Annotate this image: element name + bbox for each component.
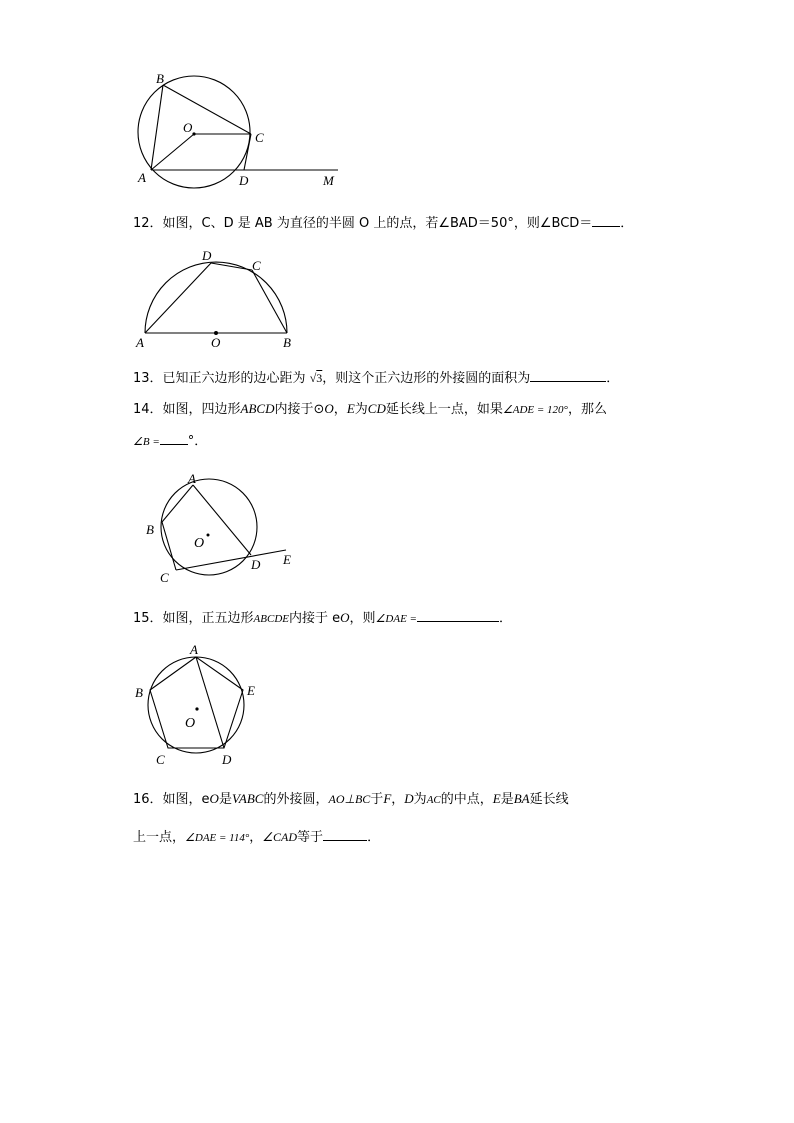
question-14-line2: ∠B = °． (133, 434, 208, 449)
label-d: D (222, 752, 232, 767)
label-o: O (211, 335, 221, 350)
label-o: O (183, 120, 193, 135)
q13-end: ． (606, 371, 620, 386)
label-a: A (136, 335, 144, 350)
label-e: E (283, 552, 291, 567)
circle-o (138, 76, 250, 188)
question-12 (133, 214, 633, 233)
seg-bc (162, 522, 176, 570)
angle-cad: ∠CAD (262, 830, 298, 844)
sqrt-3: √3 (309, 371, 323, 385)
label-a: A (188, 471, 196, 486)
answer-blank-16 (323, 828, 367, 841)
pentagon-abcde: ABCDE (253, 613, 289, 625)
label-b: B (146, 522, 154, 537)
arc-ac: AC (426, 794, 441, 806)
answer-blank-13 (530, 369, 606, 382)
label-c: C (252, 258, 261, 273)
label-d: D (202, 248, 212, 263)
point-d: D (404, 791, 414, 806)
seg-ad (196, 657, 224, 748)
circle-o: O (209, 791, 219, 806)
circle-o (161, 479, 257, 575)
circle-o (148, 657, 244, 753)
label-o: O (185, 716, 196, 731)
seg-cd (244, 134, 251, 170)
seg-ab (151, 85, 163, 170)
q12-text: 12．如图，C、D 是 AB 为直径的半圆 O 上的点，若∠BAD＝50°，则∠BCD＝ (133, 216, 593, 231)
ray-ba: BA (513, 791, 530, 806)
label-c: C (255, 130, 264, 145)
figure-q12 (130, 246, 310, 350)
question-16-line1: 16．如图，eO是VABC的外接圆，AO⊥BC于F，D为AC的中点，E是BA延长线 (133, 791, 569, 807)
question-16-line2: 上一点，∠DAE = 114°，∠CAD等于 ． (133, 830, 381, 845)
answer-blank-15 (417, 609, 499, 622)
angle-b: ∠B = (133, 436, 160, 448)
label-b: B (283, 335, 291, 350)
circle-o: O (324, 401, 334, 416)
label-c: C (156, 752, 165, 767)
label-e: E (247, 683, 255, 698)
point-e: E (492, 791, 501, 806)
label-d: D (239, 173, 249, 188)
label-b: B (135, 685, 143, 700)
angle-ade: ∠ADE = 120° (502, 404, 568, 416)
triangle-abc: VABC (231, 791, 264, 806)
answer-blank-14 (160, 432, 188, 445)
point-f: F (383, 791, 392, 806)
question-13 (133, 369, 619, 388)
label-b: B (156, 71, 164, 86)
label-d: D (251, 557, 261, 572)
center-dot (207, 534, 210, 537)
figure-q14 (140, 468, 300, 588)
q13-prefix: 13．已知正六边形的边心距为 (133, 371, 306, 386)
center-dot (195, 707, 198, 710)
angle-dae: ∠DAE = (375, 613, 417, 625)
semicircle (145, 262, 287, 333)
seg-cd-e (176, 550, 286, 570)
quad-abcd: ABCD (240, 401, 275, 416)
perpendicular: AO⊥BC (328, 792, 371, 806)
seg-cd: CD (367, 401, 386, 416)
answer-blank-12 (592, 214, 620, 227)
seg-cb (252, 270, 287, 333)
angle-dae: ∠DAE = 114° (185, 832, 250, 844)
figure-q11 (128, 70, 348, 190)
question-14-line1: 14．如图，四边形ABCD内接于⊙O，E为CD延长线上一点，如果∠ADE = 120°，那么 (133, 401, 607, 417)
label-m: M (323, 173, 334, 188)
point-e: E (346, 401, 355, 416)
label-o: O (194, 536, 205, 551)
q12-end: ． (620, 216, 634, 231)
seg-bc (163, 85, 251, 134)
figure-q15 (130, 640, 270, 770)
label-c: C (160, 570, 169, 585)
question-15: 15．如图，正五边形ABCDE内接于 eO，则∠DAE = ． (133, 610, 512, 626)
label-a: A (190, 642, 198, 657)
seg-ao (151, 134, 194, 170)
label-a: A (138, 170, 146, 185)
center-dot (192, 132, 195, 135)
q13-middle: ，则这个正六边形的外接圆的面积为 (322, 371, 531, 386)
circle-o: O (340, 610, 350, 625)
